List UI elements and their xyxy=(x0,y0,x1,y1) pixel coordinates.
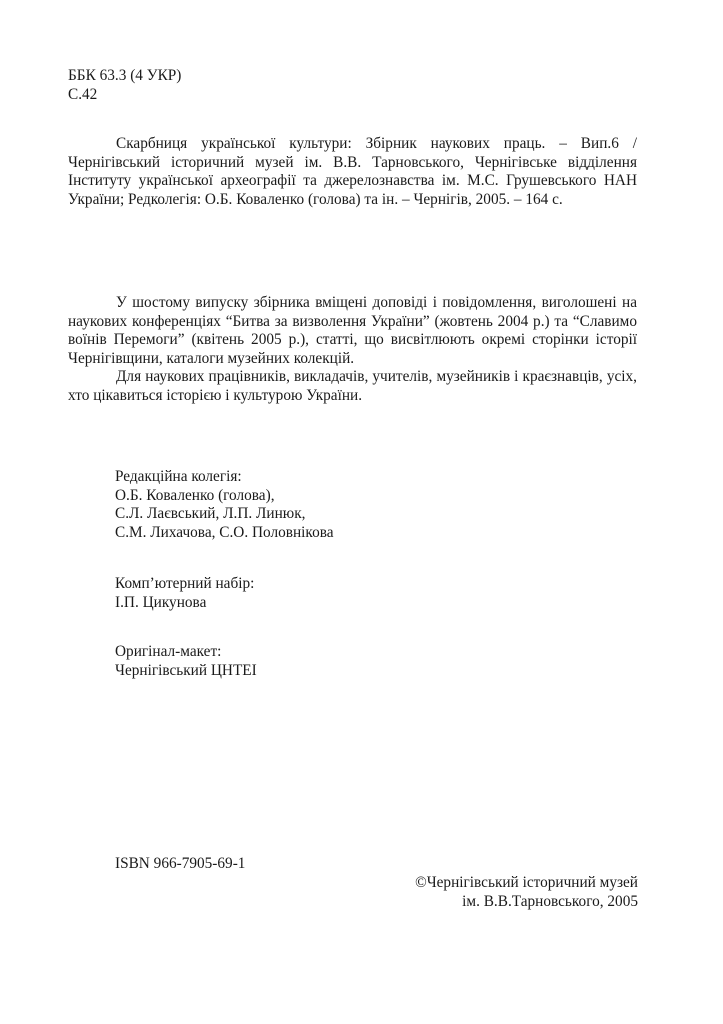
annotation-line: Скарбниця української культури: Збірник наукових праць. – Вип.6 / xyxy=(116,135,637,152)
editorial-board-member: С.М. Лихачова, С.О. Половнікова xyxy=(115,523,334,541)
audience-line: Для наукових працівників, викладачів, учителів, музейників і краєзнавців, усіх, xyxy=(116,368,637,386)
editorial-board-member: О.Б. Коваленко (голова), xyxy=(115,486,275,504)
classification-block xyxy=(68,67,181,104)
typesetting-name: І.П. Цикунова xyxy=(115,593,207,611)
layout-heading: Оригінал-макет: xyxy=(115,643,222,660)
editorial-board xyxy=(115,468,334,542)
bbk-code: ББК 63.3 (4 УКР) xyxy=(68,67,182,84)
layout-credit xyxy=(115,643,257,680)
annotation-line: Чернігівський історичний музей ім. В.В. Тарновського, Чернігівське відділення xyxy=(68,153,637,171)
typesetting-heading: Комп’ютерний набір: xyxy=(115,575,255,592)
copyright-line: ©Чернігівський історичний музей xyxy=(415,874,638,891)
annotation-line: України; Редколегія: О.Б. Коваленко (голова) та ін. – Чернігів, 2005. – 164 с. xyxy=(68,190,563,208)
description-block xyxy=(68,294,637,406)
copyright-line: ім. В.В.Тарновського, 2005 xyxy=(462,892,638,910)
description-line: воїнів Перемоги” (квітень 2005 р.), статті, що висвітлюють окремі сторінки історії xyxy=(68,331,637,349)
isbn: ISBN 966-7905-69-1 xyxy=(115,855,246,872)
description-line: Чернігівщини, каталоги музейних колекцій. xyxy=(68,349,355,367)
description-line: наукових конференціях “Битва за визволення України” (жовтень 2004 р.) та “Славимо xyxy=(68,312,637,330)
editorial-board-heading: Редакційна колегія: xyxy=(115,468,242,485)
layout-name: Чернігівський ЦНТЕІ xyxy=(115,661,257,679)
editorial-board-member: С.Л. Лаєвський, Л.П. Линюк, xyxy=(115,505,306,523)
typesetting-credit xyxy=(115,575,254,612)
annotation-line: Інституту української археографії та джерелознавства ім. М.С. Грушевського НАН xyxy=(68,172,637,190)
copyright-block xyxy=(415,874,638,911)
description-line: У шостому випуску збірника вміщені доповіді і повідомлення, виголошені на xyxy=(116,294,637,311)
author-sign-code: С.42 xyxy=(68,85,98,103)
bibliographic-annotation xyxy=(68,135,637,209)
audience-line: хто цікавиться історією і культурою України. xyxy=(68,386,363,404)
